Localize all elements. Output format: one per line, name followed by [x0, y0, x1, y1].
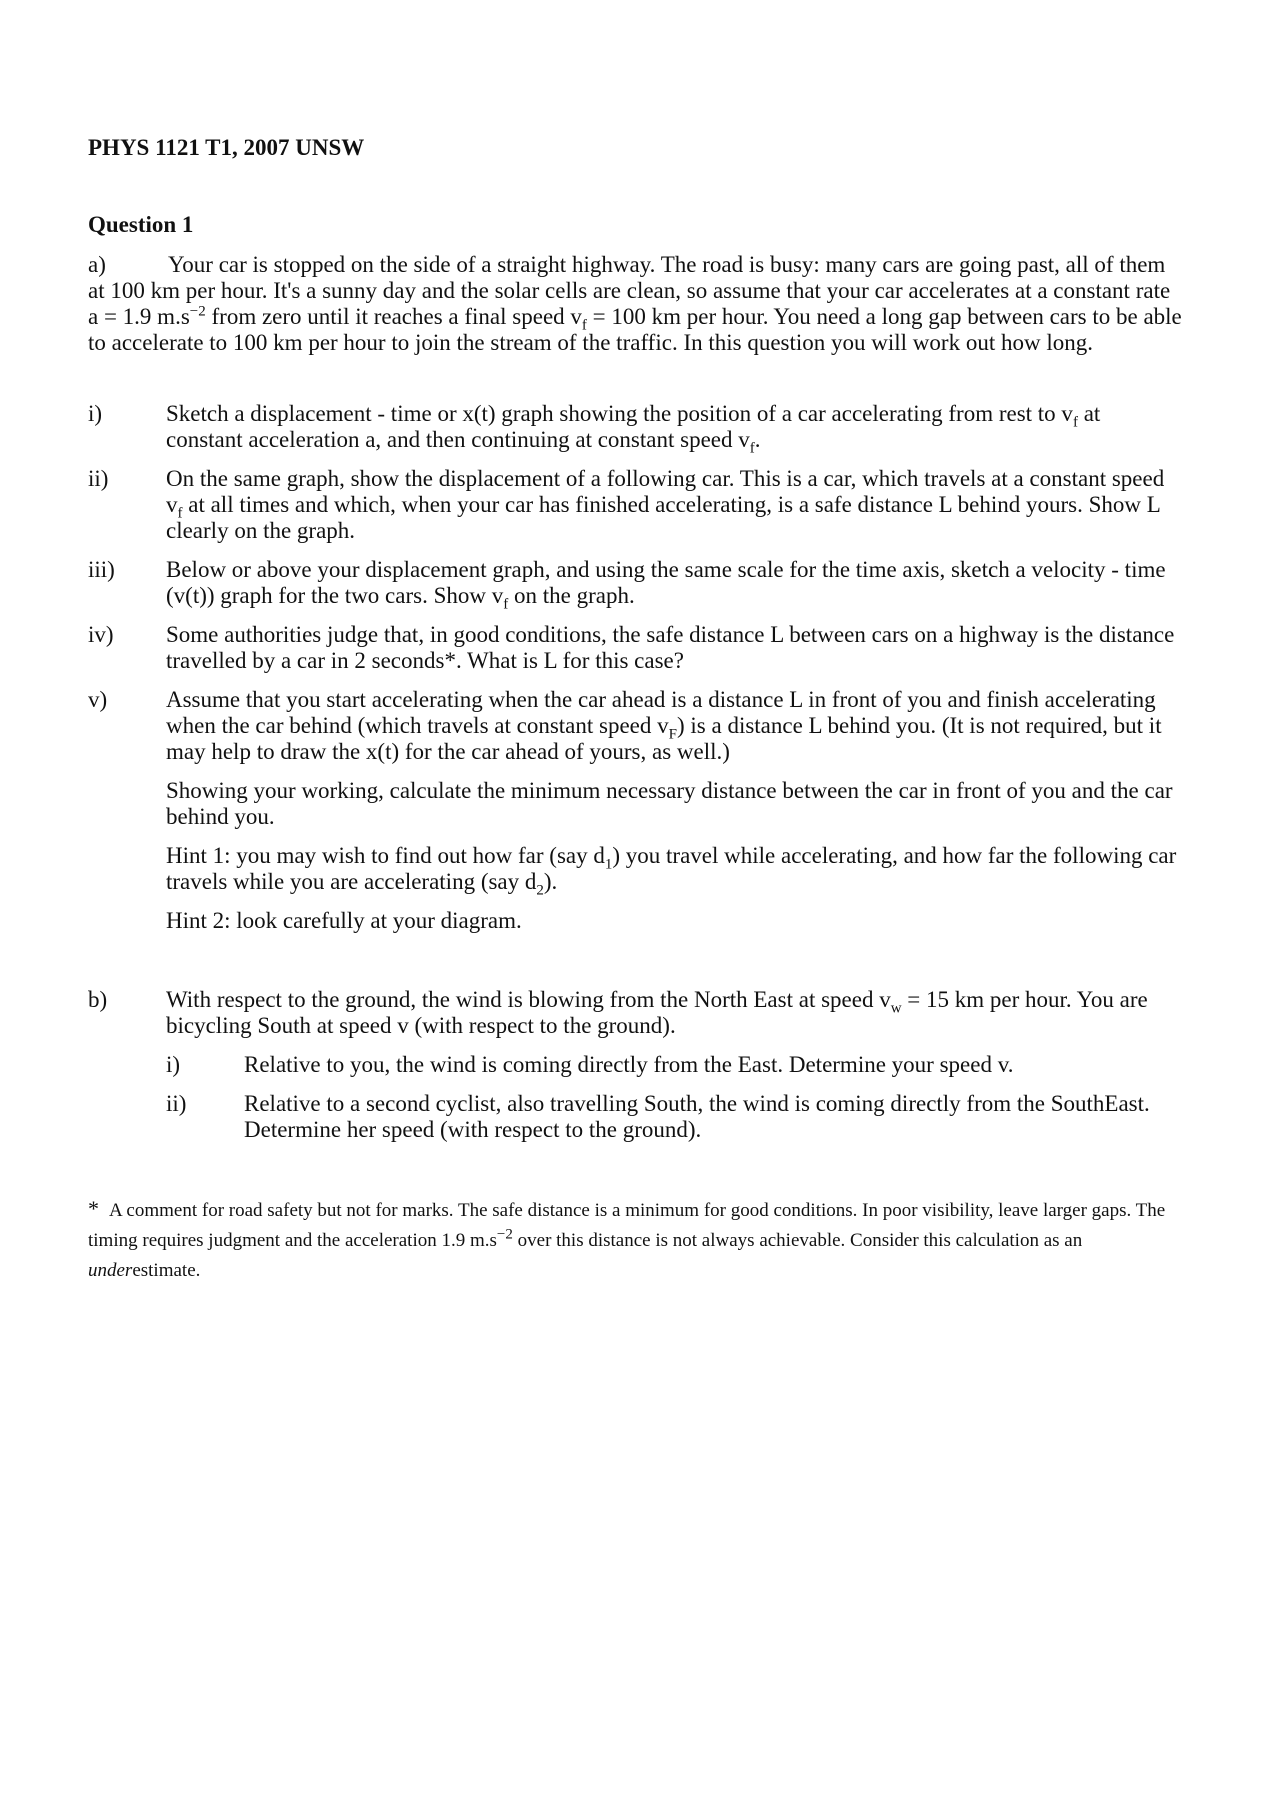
part-a-item-i: i) Sketch a displacement - time or x(t) graph showing the position of a car accelerating from rest to $v_f$ at constant acceleration a, and then continuing at constant speed $v_f$.: [88, 401, 1101, 457]
footnote: * A comment for road safety but not for marks. The safe distance is a minimum for good conditions. In poor visibility, leave larger gaps. The timing requires judgment and the acceleration 1.9 $m.s^{-2}$ over this distance is not always achievable. Consider this calculation as an underestimate.: [88, 1196, 1166, 1281]
part-b-item-i: i) Relative to you, the wind is coming directly from the East. Determine your speed v.: [166, 1052, 1014, 1077]
part-a-intro: a) Your car is stopped on the side of a straight highway. The road is busy: many cars are going past, all of them at 100 km per hour. It's a sunny day and the solar cells are clean, so assume that your car accelerates at a constant rate a = 1.9 $m.s^{-2}$ from zero until it reaches a final speed $v_f = 100$ km per hour. You need a long gap between cars to be able to accelerate to 100 km per hour to join the stream of the traffic. In this question you will work out how long.: [88, 252, 1182, 355]
question-title: Question 1: [88, 212, 194, 237]
part-a-v-working: Showing your working, calculate the minimum necessary distance between the car in front of you and the car behind you.: [166, 778, 1173, 829]
part-a-item-iv: iv) Some authorities judge that, in good conditions, the safe distance L between cars on a highway is the distance travelled by a car in 2 seconds*. What is L for this case?: [88, 622, 1175, 673]
part-a-label: a): [88, 252, 106, 277]
part-a-item-ii: ii) On the same graph, show the displacement of a following car. This is a car, which travels at a constant speed $v_f$ at all times and which, when your car has finished accelerating, is a safe distance L behind yours. Show L clearly on the graph.: [88, 466, 1165, 543]
part-a-item-iii: iii) Below or above your displacement graph, and using the same scale for the time axis, sketch a velocity - time (v(t)) graph for the two cars. Show $v_f$ on the graph.: [88, 557, 1166, 613]
part-b-intro: b) With respect to the ground, the wind is blowing from the North East at speed $v_w = 15$ km per hour. You are bicycling South at speed v (with respect to the ground).: [88, 987, 1148, 1038]
part-a-item-v: v) Assume that you start accelerating when the car ahead is a distance L in front of you and finish accelerating when the car behind (which travels at constant speed $v_F$) is a distance L behind you. (It is not required, but it may help to draw the x(t) for the car ahead of yours, as well.): [88, 687, 1162, 764]
part-a-v-hint-1: Hint 1: you may wish to find out how far (say $d_1$) you travel while accelerating, and how far the following car travels while you are accelerating (say $d_2$).: [166, 843, 1177, 899]
part-b-item-ii: ii) Relative to a second cyclist, also travelling South, the wind is coming directly from the SouthEast. Determine her speed (with respect to the ground).: [166, 1091, 1150, 1142]
part-a-v-hint-2: Hint 2: look carefully at your diagram.: [166, 908, 522, 933]
footnote-star: *: [88, 1196, 99, 1221]
course-header: PHYS 1121 T1, 2007 UNSW: [88, 135, 365, 160]
